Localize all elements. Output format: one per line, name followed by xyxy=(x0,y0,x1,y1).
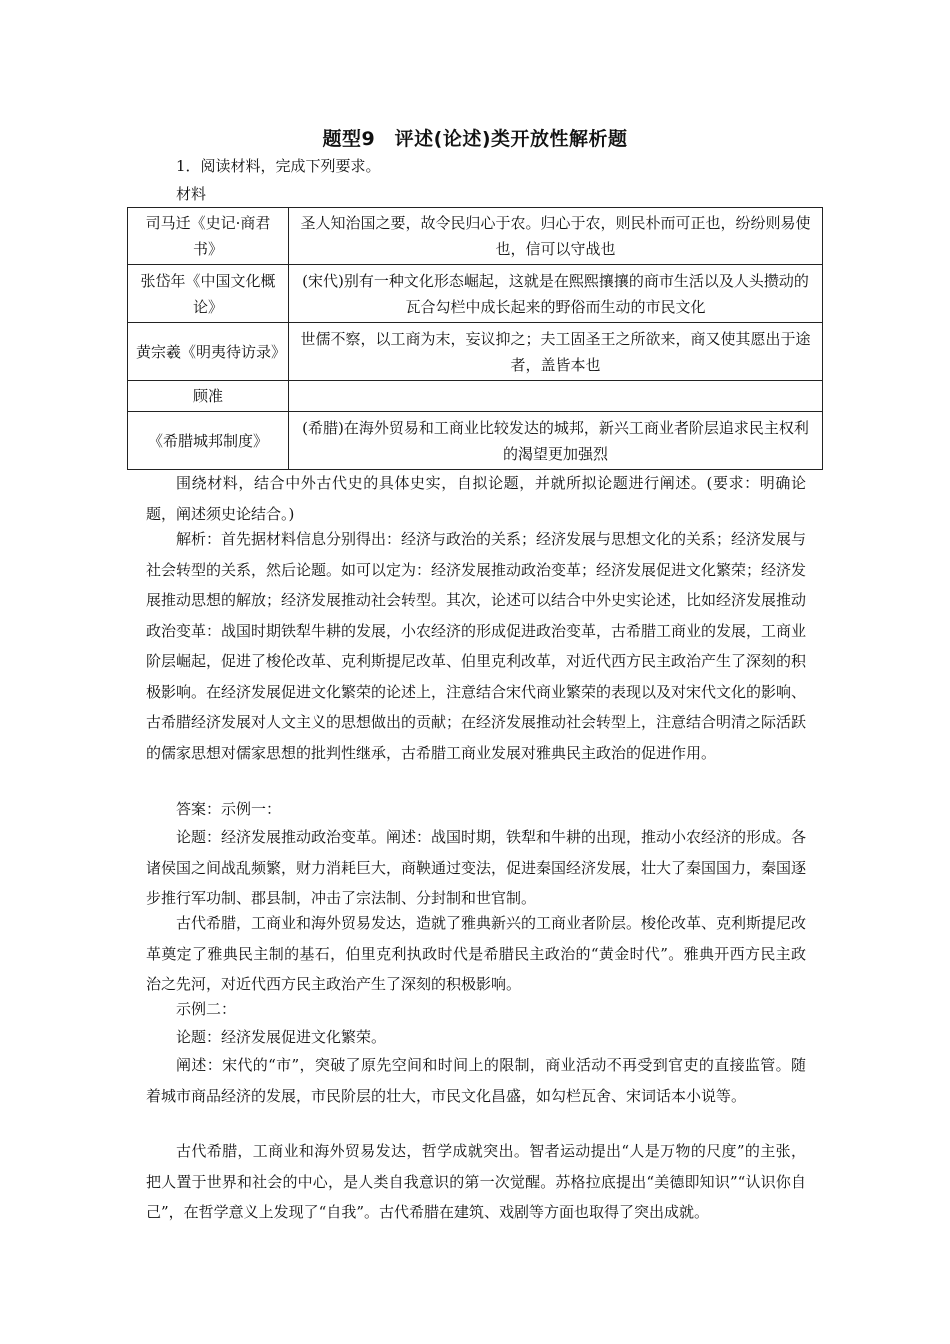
table-source-cell: 《希腊城邦制度》 xyxy=(128,412,289,470)
table-row xyxy=(128,381,823,412)
table-text-cell: (宋代)别有一种文化形态崛起，这就是在熙熙攘攘的商市生活以及人头攒动的瓦合勾栏中成长起来的野俗而生动的市民文化 xyxy=(289,265,823,323)
requirement-paragraph: 围绕材料，结合中外古代史的具体史实，自拟论题，并就所拟论题进行阐述。(要求：明确论题，阐述须史论结合。) xyxy=(146,474,806,523)
table-source-cell: 顾准 xyxy=(128,381,289,412)
material-label: 材料 xyxy=(176,185,207,203)
table-source-cell: 张岱年《中国文化概论》 xyxy=(128,265,289,323)
example2-thesis: 论题：经济发展促进文化繁荣。 xyxy=(176,1028,387,1046)
question-number-line: 1．阅读材料，完成下列要求。 xyxy=(176,157,381,175)
example2-label: 示例二： xyxy=(176,1000,237,1018)
table-text-cell: (希腊)在海外贸易和工商业比较发达的城邦，新兴工商业者阶层追求民主权利的渴望更加强烈 xyxy=(289,412,823,470)
table-text-cell: 世儒不察，以工商为末，妄议抑之；夫工固圣王之所欲来，商又使其愿出于途者，盖皆本也 xyxy=(289,323,823,381)
answer-label: 答案：示例一： xyxy=(176,800,282,818)
example1-paragraph-2: 古代希腊，工商业和海外贸易发达，造就了雅典新兴的工商业者阶层。梭伦改革、克利斯提尼改革奠定了雅典民主制的基石，伯里克利执政时代是希腊民主政治的“黄金时代”。雅典开西方民主政治之先河，对近代西方民主政治产生了深刻的积极影响。 xyxy=(146,914,807,993)
table-row xyxy=(128,323,823,381)
material-table xyxy=(127,207,823,470)
example2-paragraph-2: 古代希腊，工商业和海外贸易发达，哲学成就突出。智者运动提出“人是万物的尺度”的主张，把人置于世界和社会的中心，是人类自我意识的第一次觉醒。苏格拉底提出“美德即知识”“认识你自己”，在哲学意义上发现了“自我”。古代希腊在建筑、戏剧等方面也取得了突出成就。 xyxy=(146,1142,806,1221)
analysis-paragraph: 解析：首先据材料信息分别得出：经济与政治的关系；经济发展与思想文化的关系；经济发展与社会转型的关系，然后论题。如可以定为：经济发展推动政治变革；经济发展促进文化繁荣；经济发展推动思想的解放；经济发展推动社会转型。其次，论述可以结合中外史实论述，比如经济发展推动政治变革：战国时期铁犁牛耕的发展，小农经济的形成促进政治变革，古希腊工商业的发展，工商业阶层崛起，促进了梭伦改革、克利斯提尼改革、伯里克利改革，对近代西方民主政治产生了深刻的积极影响。在经济发展促进文化繁荣的论述上，注意结合宋代商业繁荣的表现以及对宋代文化的影响、古希腊经济发展对人文主义的思想做出的贡献；在经济发展推动社会转型上，注意结合明清之际活跃的儒家思想对儒家思想的批判性继承，古希腊工商业发展对雅典民主政治的促进作用。 xyxy=(146,530,807,762)
table-source-cell: 司马迁《史记·商君书》 xyxy=(128,208,289,265)
table-row xyxy=(128,208,823,265)
table-text-cell: 圣人知治国之要，故令民归心于农。归心于农，则民朴而可正也，纷纷则易使也，信可以守战也 xyxy=(289,208,823,265)
example1-paragraph-1: 论题：经济发展推动政治变革。阐述：战国时期，铁犁和牛耕的出现，推动小农经济的形成。各诸侯国之间战乱频繁，财力消耗巨大，商鞅通过变法，促进秦国经济发展，壮大了秦国国力，秦国逐步推行军功制、郡县制，冲击了宗法制、分封制和世官制。 xyxy=(146,828,807,907)
example2-paragraph-1: 阐述：宋代的“市”，突破了原先空间和时间上的限制，商业活动不再受到官吏的直接监管。随着城市商品经济的发展，市民阶层的壮大，市民文化昌盛，如勾栏瓦舍、宋词话本小说等。 xyxy=(146,1056,806,1105)
table-source-cell: 黄宗羲《明夷待访录》 xyxy=(128,323,289,381)
table-row xyxy=(128,412,823,470)
table-row xyxy=(128,265,823,323)
table-text-cell xyxy=(289,381,823,412)
page-title: 题型9 评述(论述)类开放性解析题 xyxy=(322,128,628,150)
